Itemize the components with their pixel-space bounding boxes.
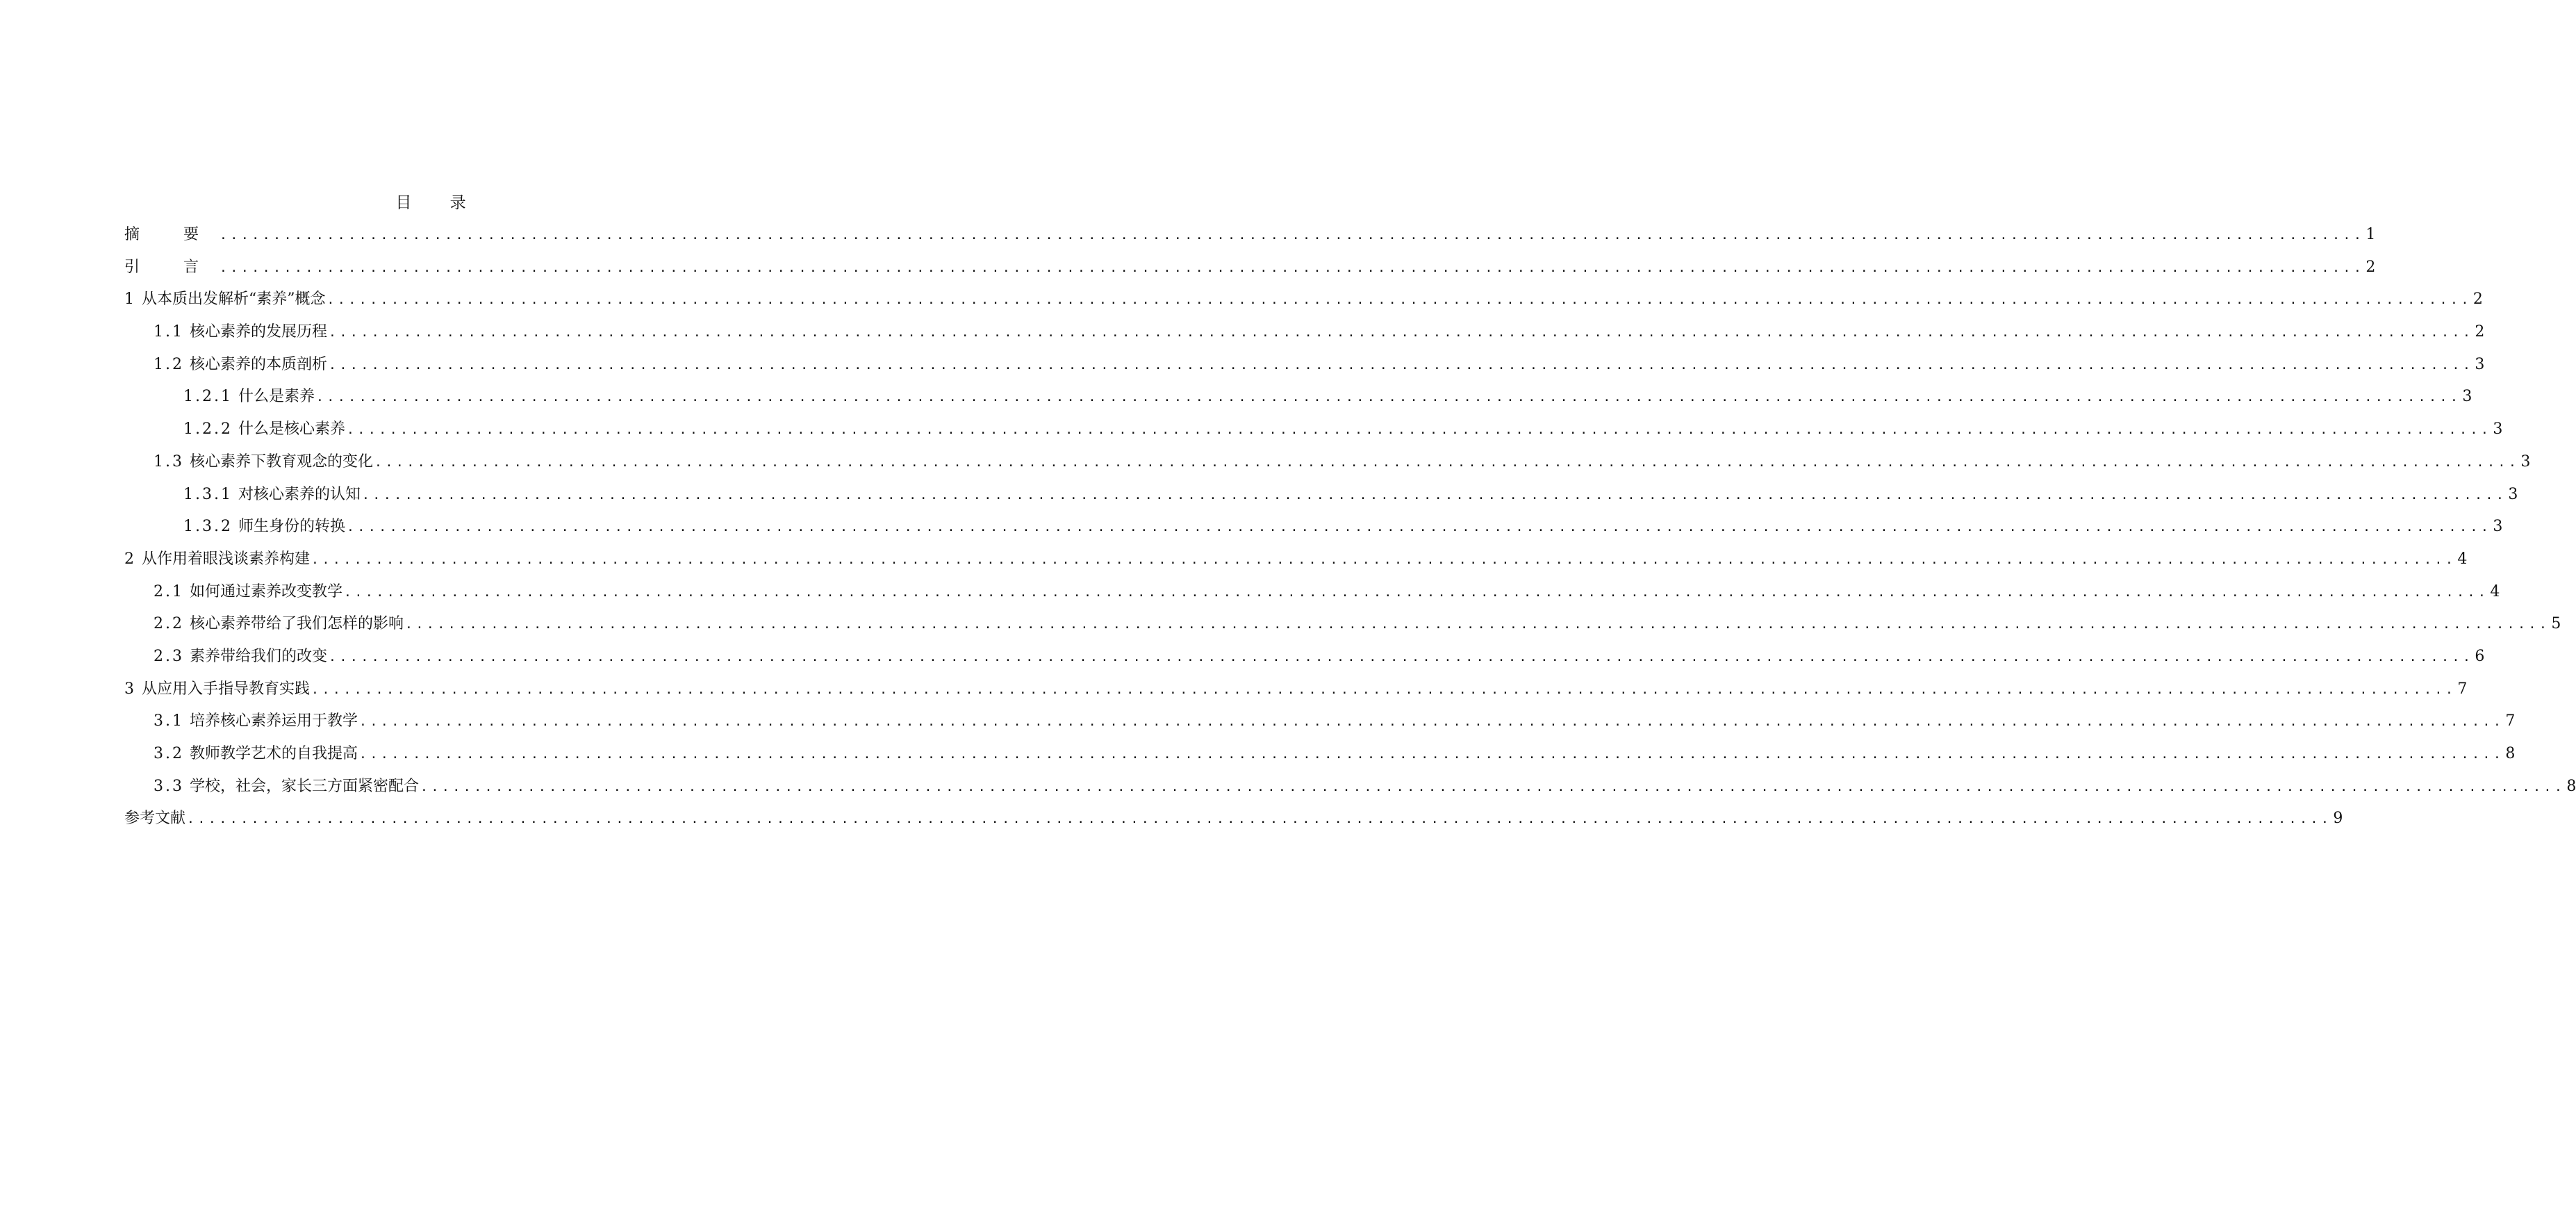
toc-entry[interactable] — [124, 511, 2503, 543]
toc-entry-label — [154, 446, 373, 479]
toc-entry-number: 1.3.2 — [183, 518, 233, 536]
toc-entry-number: 3 — [124, 680, 136, 698]
toc-entry[interactable] — [124, 284, 2483, 316]
toc-leader-dots: ........................................................................................................................................................................................................ — [347, 423, 2492, 438]
toc-entry[interactable] — [124, 316, 2485, 349]
toc-page-number: 8 — [2566, 777, 2576, 795]
toc-leader-dots: ........................................................................................................................................................................................................ — [220, 228, 2365, 243]
toc-entry-label — [154, 576, 342, 609]
toc-page-number: 4 — [2457, 550, 2468, 568]
toc-entry-text: 摘 要 — [124, 226, 218, 243]
toc-leader-dots: ........................................................................................................................................................................................................ — [311, 552, 2457, 567]
toc-entry-text: 核心素养的本质剖析 — [190, 355, 328, 373]
toc-entry-label — [154, 738, 358, 771]
toc-page-number: 8 — [2505, 745, 2516, 762]
toc-entry-number: 1 — [124, 291, 136, 309]
toc-entry-label — [124, 673, 310, 706]
toc-entry-label — [124, 284, 326, 316]
toc-page-number: 3 — [2462, 388, 2472, 406]
toc-page-number: 5 — [2551, 615, 2561, 633]
toc-entry[interactable] — [124, 771, 2576, 803]
toc-entry[interactable] — [124, 803, 2343, 835]
toc-leader-dots: ........................................................................................................................................................................................................ — [220, 260, 2365, 275]
toc-page-number: 3 — [2475, 355, 2485, 373]
toc-entry-number: 3.1 — [154, 712, 184, 730]
toc-page-number: 3 — [2493, 420, 2503, 439]
toc-entry-text: 参考文献 — [124, 810, 186, 828]
toc-page-number: 9 — [2333, 810, 2343, 828]
toc-entry-text: 核心素养下教育观念的变化 — [190, 452, 374, 471]
toc-entry[interactable] — [124, 381, 2472, 414]
toc-leader-dots: ........................................................................................................................................................................................................ — [359, 714, 2504, 730]
toc-entry-label — [154, 316, 327, 349]
toc-leader-dots: ........................................................................................................................................................................................................ — [347, 520, 2492, 535]
toc-entry[interactable] — [124, 738, 2516, 771]
toc-entry-number: 1.3.1 — [183, 485, 233, 503]
toc-entry-number: 1.2.2 — [183, 420, 233, 439]
toc-page-number: 3 — [2508, 485, 2518, 503]
toc-leader-dots: ........................................................................................................................................................................................................ — [405, 617, 2550, 632]
toc-page-number: 4 — [2490, 582, 2500, 600]
toc-leader-dots: ........................................................................................................................................................................................................ — [187, 812, 2332, 827]
toc-page-number: 7 — [2457, 680, 2468, 698]
toc-entry[interactable] — [124, 414, 2503, 446]
toc-entry-text: 如何通过素养改变教学 — [190, 582, 343, 600]
toc-entry[interactable] — [124, 608, 2561, 641]
toc-entry-number: 3.2 — [154, 745, 184, 762]
toc-page-number: 2 — [2366, 258, 2376, 276]
toc-entry-text: 核心素养的发展历程 — [190, 323, 328, 341]
toc-entry-label — [124, 252, 218, 284]
toc-leader-dots: ........................................................................................................................................................................................................ — [329, 325, 2474, 341]
toc-entry[interactable] — [124, 446, 2531, 479]
toc-entry-number: 1.1 — [154, 323, 184, 341]
toc-entry[interactable] — [124, 479, 2518, 512]
toc-entry-text: 对核心素养的认知 — [238, 485, 361, 503]
toc-leader-dots: ........................................................................................................................................................................................................ — [359, 747, 2504, 762]
toc-page-number: 7 — [2505, 712, 2516, 730]
toc-entry-label — [183, 381, 315, 414]
toc-page-number: 6 — [2475, 647, 2485, 665]
toc-entry-label — [124, 219, 218, 252]
toc-entry-text: 培养核心素养运用于教学 — [190, 712, 358, 730]
table-of-contents — [124, 219, 2576, 835]
toc-entry-number: 2 — [124, 550, 136, 568]
toc-entry-text: 素养带给我们的改变 — [190, 647, 328, 665]
toc-entry-text: 引 言 — [124, 258, 218, 276]
toc-entry-label — [154, 349, 327, 382]
toc-entry[interactable] — [124, 219, 2376, 252]
toc-entry-number: 2.3 — [154, 647, 184, 665]
toc-entry[interactable] — [124, 673, 2468, 706]
toc-entry-number: 3.3 — [154, 777, 184, 795]
toc-leader-dots: ........................................................................................................................................................................................................ — [374, 455, 2520, 470]
toc-entry-number: 2.1 — [154, 582, 184, 600]
toc-entry-text: 学校，社会，家长三方面紧密配合 — [190, 777, 420, 795]
toc-entry[interactable] — [124, 576, 2500, 609]
toc-entry-number: 1.2.1 — [183, 388, 233, 406]
toc-entry-label — [154, 705, 358, 738]
toc-entry-text: 什么是核心素养 — [238, 420, 345, 439]
toc-entry-text: 核心素养带给了我们怎样的影响 — [190, 615, 404, 633]
toc-entry-text: 从应用入手指导教育实践 — [142, 680, 311, 698]
toc-entry[interactable] — [124, 349, 2485, 382]
toc-page-number: 2 — [2472, 291, 2483, 309]
toc-entry-text: 从本质出发解析“素养”概念 — [142, 291, 326, 309]
toc-entry-label — [183, 414, 345, 446]
toc-page-number: 1 — [2366, 226, 2376, 243]
toc-entry-text: 什么是素养 — [238, 388, 315, 406]
toc-leader-dots: ........................................................................................................................................................................................................ — [327, 293, 2472, 308]
toc-entry-label — [154, 608, 404, 641]
toc-leader-dots: ........................................................................................................................................................................................................ — [420, 779, 2566, 794]
toc-page-number: 2 — [2475, 323, 2485, 341]
toc-entry-label — [154, 771, 419, 803]
toc-entry-text: 从作用着眼浅谈素养构建 — [142, 550, 311, 568]
toc-leader-dots: ........................................................................................................................................................................................................ — [344, 584, 2489, 600]
toc-entry-label — [154, 641, 327, 673]
toc-page-number: 3 — [2493, 518, 2503, 536]
toc-leader-dots: ........................................................................................................................................................................................................ — [329, 357, 2474, 373]
toc-page-number: 3 — [2520, 452, 2531, 471]
toc-entry[interactable] — [124, 543, 2468, 576]
toc-entry-label — [183, 511, 345, 543]
toc-leader-dots: ........................................................................................................................................................................................................ — [362, 487, 2507, 502]
toc-entry[interactable] — [124, 252, 2376, 284]
toc-title: 目 录 — [395, 194, 483, 212]
toc-leader-dots: ........................................................................................................................................................................................................ — [329, 649, 2474, 664]
toc-entry-label — [124, 803, 185, 835]
toc-entry[interactable] — [124, 705, 2516, 738]
toc-entry-text: 教师教学艺术的自我提高 — [190, 745, 358, 762]
toc-entry-number: 1.2 — [154, 355, 184, 373]
toc-entry-text: 师生身份的转换 — [238, 518, 345, 536]
toc-leader-dots: ........................................................................................................................................................................................................ — [316, 390, 2461, 405]
toc-entry-label — [183, 479, 361, 512]
toc-leader-dots: ........................................................................................................................................................................................................ — [311, 682, 2457, 697]
toc-entry[interactable] — [124, 641, 2485, 673]
toc-entry-label — [124, 543, 310, 576]
toc-entry-number: 1.3 — [154, 452, 184, 471]
toc-entry-number: 2.2 — [154, 615, 184, 633]
